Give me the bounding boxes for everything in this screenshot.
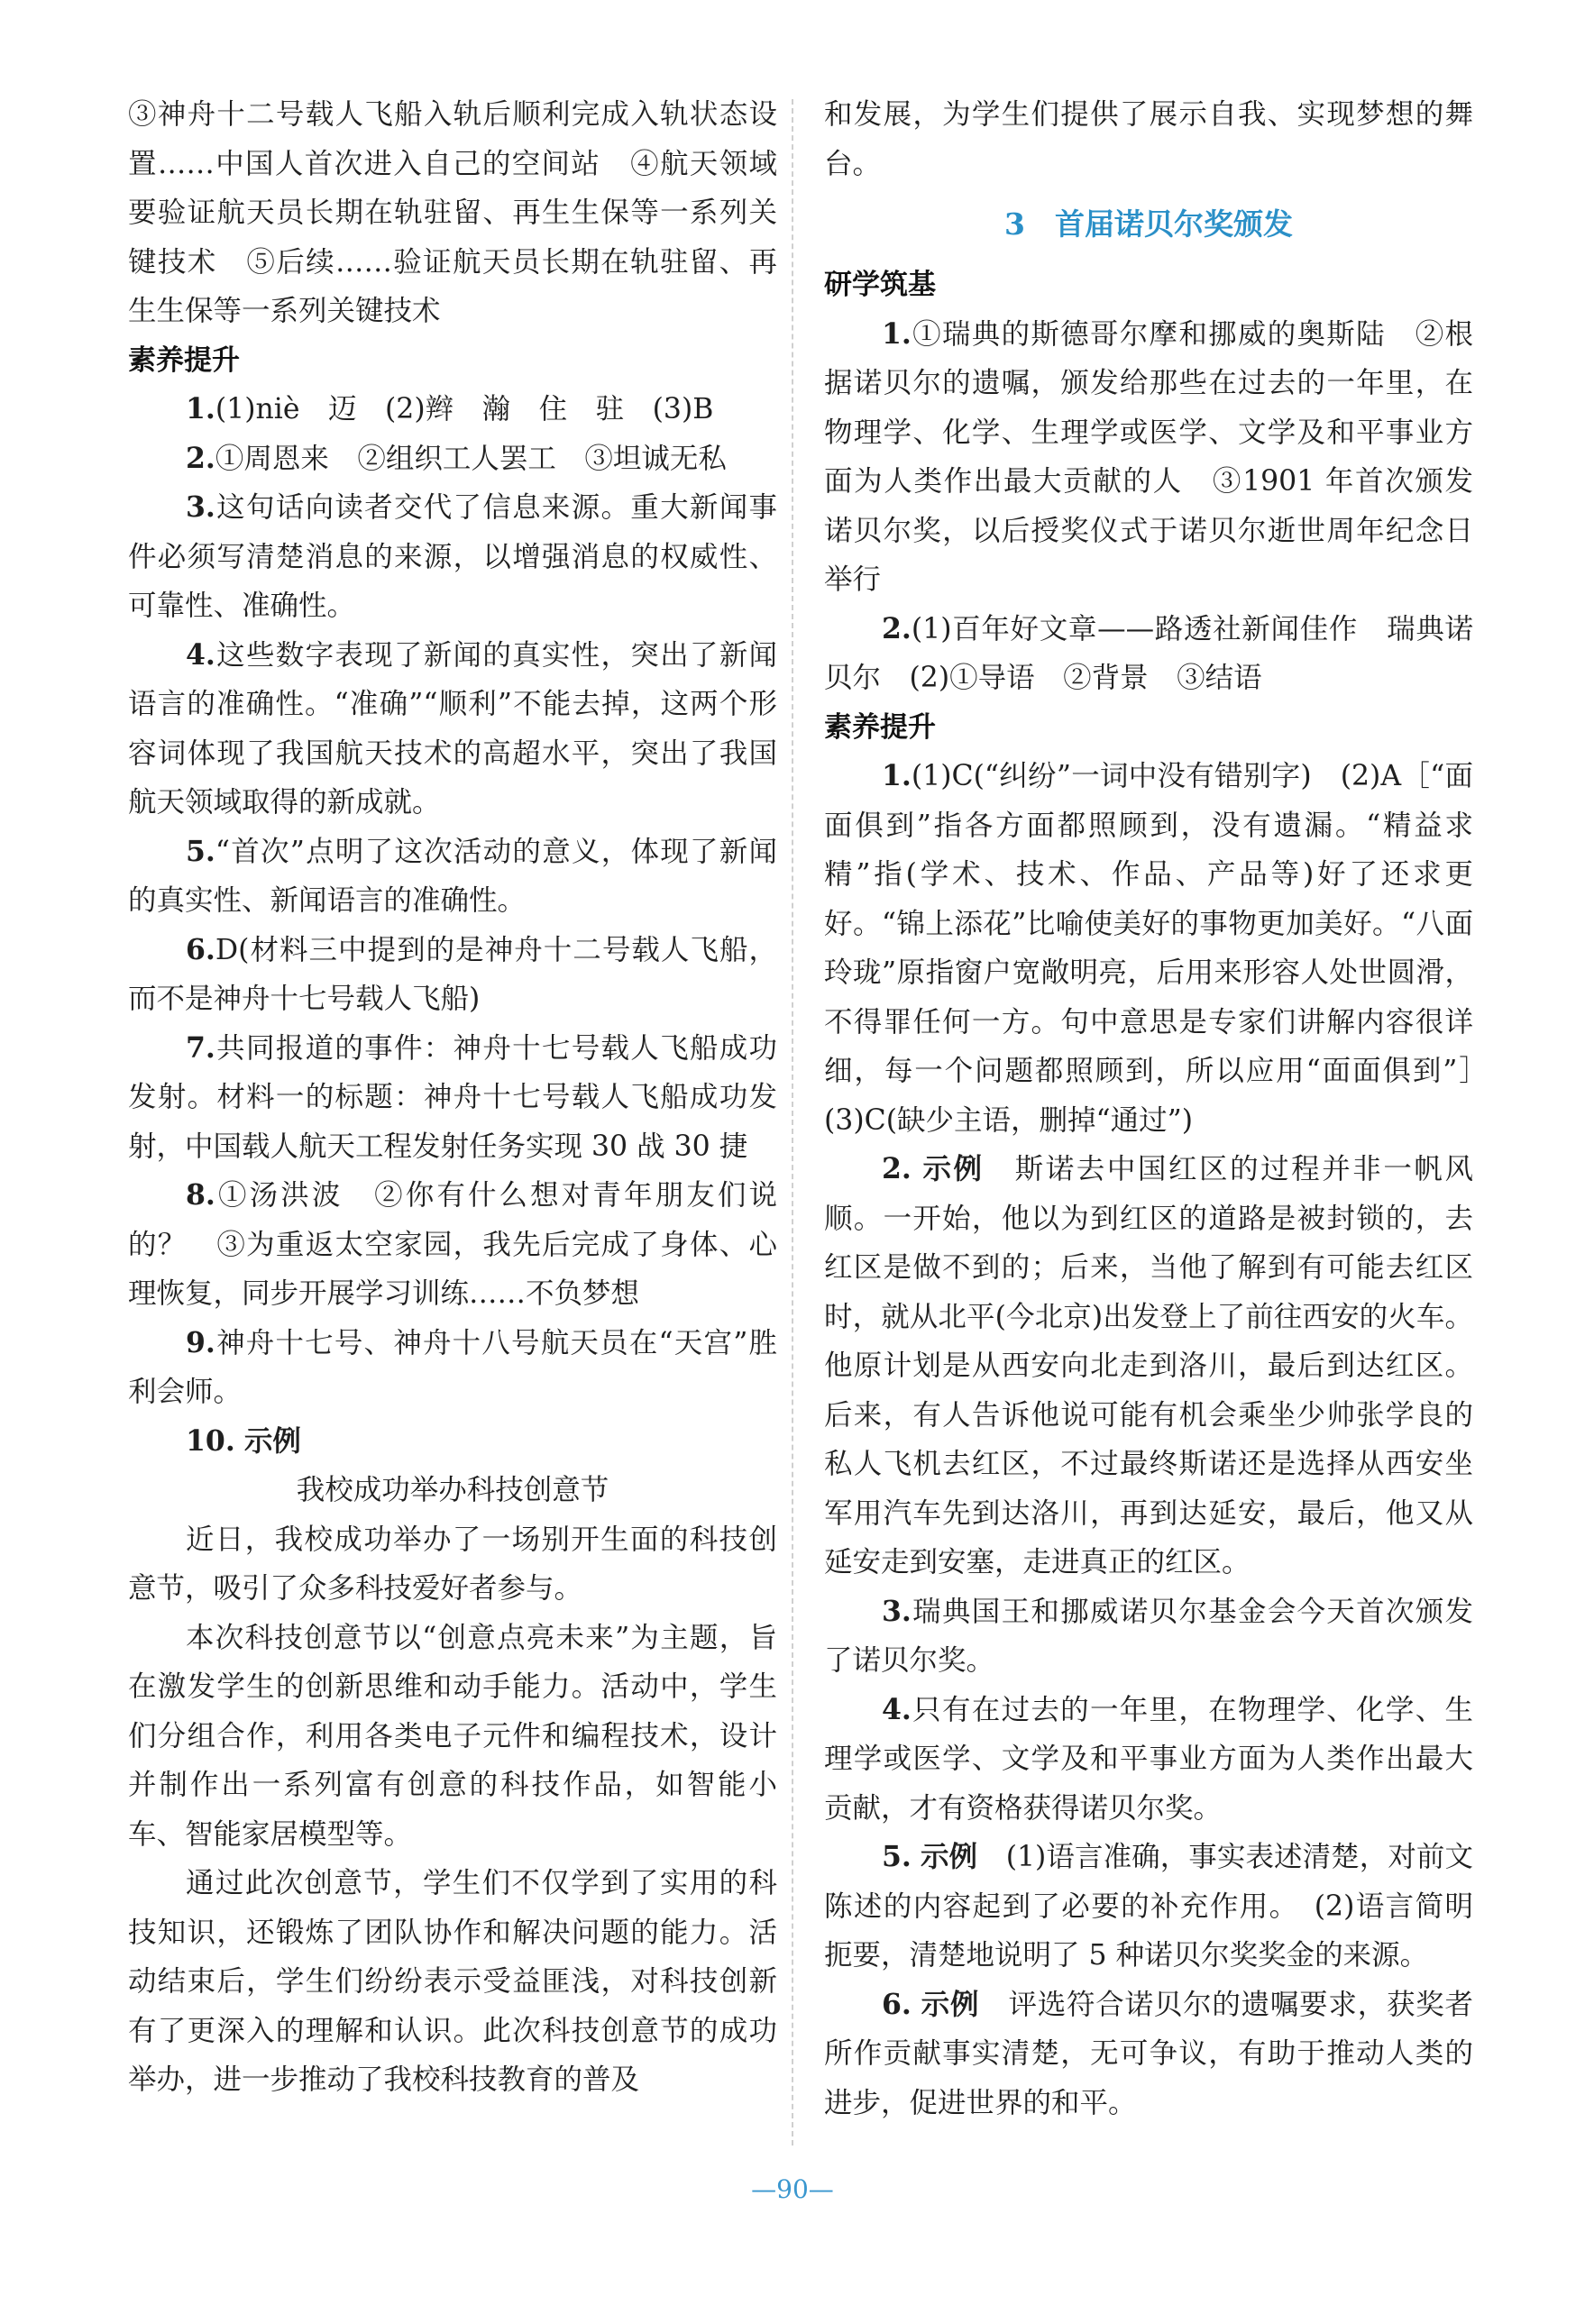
answer-2 [824,1145,1473,1587]
answer-number: 5. [882,1840,912,1873]
answer-number: 2. [882,611,912,645]
answer-text: (1)C(“纠纷”一词中没有错别字) (2)A［“面面俱到”指各方面都照顾到，没有遗漏。“精益求精”指(学术、技术、作品、产品等)好了还求更好。“锦上添花”比喻使美好的事物更加美好。“八面玲珑”原指窗户宽敞明亮，后用来形容人处世圆滑，不得罪任何一方。句中意思是专家们讲解内容很详细，每一个问题都照顾到，所以应用“面面俱到”］ (3)C(缺少主语，删掉“通过”) [824,760,1502,1137]
section-heading-suyang: 素养提升 [824,710,936,744]
answer-1 [824,752,1502,1145]
answer-4 [824,1686,1473,1834]
answer-7 [128,1024,777,1172]
page-number: —90— [751,2174,834,2204]
answer-number: 9. [186,1325,215,1359]
answer-number: 10. [186,1423,235,1458]
answer-number: 4. [186,637,215,672]
example-label: 示例 [243,1424,301,1458]
answer-5 [128,828,777,926]
news-paragraph-1: 近日，我校成功举办了一场别开生面的科技创意节，吸引了众多科技爱好者参与。 [128,1523,777,1605]
answer-number: 1. [882,316,912,351]
answer-text: 共同报道的事件：神舟十七号载人飞船成功发射。材料一的标题：神舟十七号载人飞船成功发射，中国载人航天工程发射任务实现 30 战 30 捷 [128,1031,777,1163]
answer-number: 5. [186,834,215,868]
answer-10 [128,1417,777,1467]
answer-continuation: ③神舟十二号载人飞船入轨后顺利完成入轨状态设置……中国人首次进入自己的空间站 ④航天领域要验证航天员长期在轨驻留、再生生保等一系列关键技术 ⑤后续……验证航天员长期在轨驻留、再生生保等一系列关键技术 [128,98,777,327]
answer-text: (1)niè 迈 (2)辫 瀚 住 驻 (3)B [215,393,714,425]
answer-text: ①瑞典的斯德哥尔摩和挪威的奥斯陆 ②根据诺贝尔的遗嘱，颁发给那些在过去的一年里，在物理学、化学、生理学或医学、文学及和平事业方面为人类作出最大贡献的人 ③1901 年首次颁发诺贝尔奖，以后授奖仪式于诺贝尔逝世周年纪念日举行 [824,317,1473,596]
answer-text: 这句话向读者交代了信息来源。重大新闻事件必须写清楚消息的来源，以增强消息的权威性、可靠性、准确性。 [128,491,777,622]
answer-4 [128,631,777,828]
answer-8 [128,1171,777,1319]
answer-number: 3. [882,1594,912,1628]
answer-text: 只有在过去的一年里，在物理学、化学、生理学或医学、文学及和平事业方面为人类作出最大贡献，才有资格获得诺贝尔奖。 [824,1693,1473,1825]
example-label: 示例 [920,1841,978,1873]
answer-number: 6. [186,932,215,966]
answer-text: 斯诺去中国红区的过程并非一帆风顺。一开始，他以为到红区的道路是被封锁的，去红区是做不到的；后来，当他了解到有可能去红区时，就从北平(今北京)出发登上了前往西安的火车。他原计划是从西安向北走到洛川，最后到达红区。后来，有人告诉他说可能有机会乘坐少帅张学良的私人飞机去红区，不过最终斯诺还是选择从西安坐军用汽车先到达洛川，再到达延安，最后，他又从延安走到安塞，走进真正的红区。 [824,1153,1473,1578]
answer-number: 1. [186,392,215,425]
answer-number: 1. [882,759,912,792]
news-paragraph-2: 本次科技创意节以“创意点亮未来”为主题，旨在激发学生的创新思维和动手能力。活动中，学生们分组合作，利用各类电子元件和编程技术，设计并制作出一系列富有创意的科技作品，如智能小车、智能家居模型等。 [128,1621,777,1851]
news-continuation: 和发展，为学生们提供了展示自我、实现梦想的舞台。 [824,98,1473,180]
news-title: 我校成功举办科技创意节 [296,1474,609,1506]
answer-number: 2. [186,441,215,475]
answer-2 [128,435,777,484]
example-label: 示例 [922,1153,985,1185]
answer-3 [128,483,777,631]
section-heading-suyang: 素养提升 [128,343,240,377]
column-divider [792,99,793,2146]
answer-number: 3. [186,490,215,524]
left-column [128,90,777,2105]
answer-number: 4. [882,1692,912,1726]
answer-text: (1)语言准确，事实表述清楚，对前文陈述的内容起到了必要的补充作用。 (2)语言简明扼要，清楚地说明了 5 种诺贝尔奖奖金的来源。 [824,1841,1473,1972]
answer-text: “首次”点明了这次活动的意义，体现了新闻的真实性、新闻语言的准确性。 [128,835,777,917]
answer-text: D(材料三中提到的是神舟十二号载人飞船，而不是神舟十七号载人飞船) [128,933,777,1015]
news-paragraph-3: 通过此次创意节，学生们不仅学到了实用的科技知识，还锻炼了团队协作和解决问题的能力。活动结束后，学生们纷纷表示受益匪浅，对科技创新有了更深入的理解和认识。此次科技创意节的成功举办，进一步推动了我校科技教育的普及 [128,1867,777,2096]
answer-6 [824,1981,1473,2128]
answer-text: 神舟十七号、神舟十八号航天员在“天宫”胜利会师。 [128,1326,777,1408]
lesson-title: 3 首届诺贝尔奖颁发 [1004,206,1293,242]
answer-text: ①周恩来 ②组织工人罢工 ③坦诚无私 [215,442,727,475]
answer-number: 2. [882,1152,912,1185]
answer-6 [128,926,777,1024]
right-column [824,90,1502,2127]
answer-text: 瑞典国王和挪威诺贝尔基金会今天首次颁发了诺贝尔奖。 [824,1595,1473,1677]
section-heading-yanxue: 研学筑基 [824,269,936,301]
example-label: 示例 [921,1988,980,2021]
answer-9 [128,1319,777,1417]
answer-text: 这些数字表现了新闻的真实性，突出了新闻语言的准确性。“准确”“顺利”不能去掉，这两个形容词体现了我国航天技术的高超水平，突出了我国航天领域取得的新成就。 [128,638,777,819]
answer-5 [824,1833,1473,1981]
answer-number: 6. [882,1987,912,2021]
answer-text: (1)百年好文章——路透社新闻佳作 瑞典诺贝尔 (2)①导语 ②背景 ③结语 [824,612,1473,694]
answer-number: 8. [186,1178,215,1212]
answer-2 [824,605,1473,703]
answer-1 [824,310,1473,605]
answer-number: 7. [186,1030,215,1065]
answer-3 [824,1587,1473,1686]
answer-text: ①汤洪波 ②你有什么想对青年朋友们说的？ ③为重返太空家园，我先后完成了身体、心理恢复，同步开展学习训练……不负梦想 [128,1179,777,1310]
answer-text: 评选符合诺贝尔的遗嘱要求，获奖者所作贡献事实清楚，无可争议，有助于推动人类的进步，促进世界的和平。 [824,1988,1473,2119]
answer-1 [128,385,777,435]
